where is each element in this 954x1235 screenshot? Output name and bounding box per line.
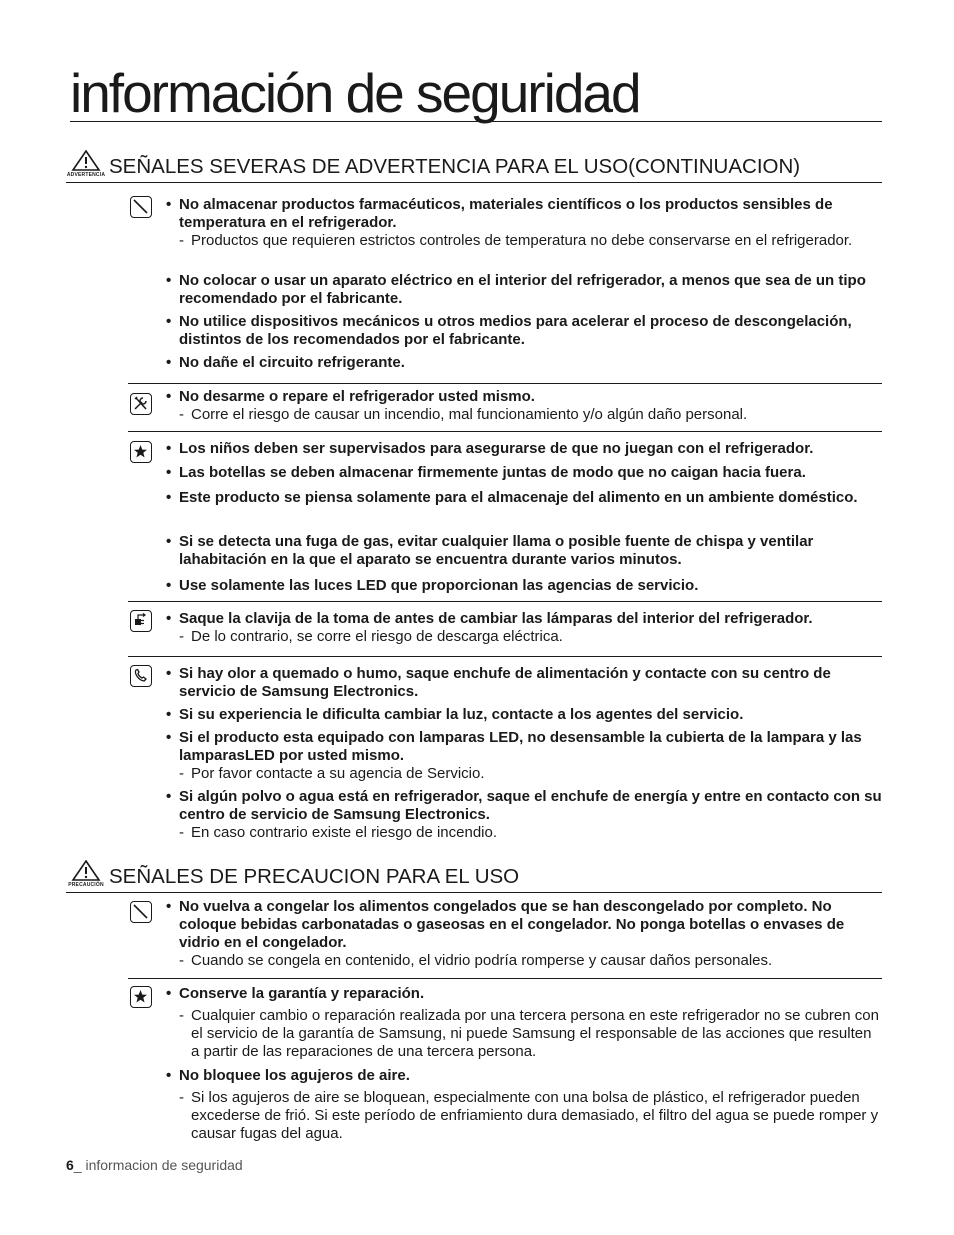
sub-note-text: Por favor contacte a su agencia de Servicio. — [191, 765, 485, 782]
bullet-text: • Saque la clavija de la toma de antes de cambiar las lámparas del interior del refrigerador. — [166, 610, 882, 628]
bullet-list-item — [166, 577, 882, 595]
bullet-text: • No bloquee los agujeros de aire. — [166, 1067, 882, 1085]
bullet-list-item — [166, 1067, 882, 1143]
sub-note — [166, 1089, 882, 1143]
bullet-list-item — [166, 196, 882, 250]
bullet-list-item — [166, 898, 882, 970]
bullet-text: • Si se detecta una fuga de gas, evitar cualquier llama o posible fuente de chispa y ventilar lahabitación en la que el aparato se encuentra durante varios minutos. — [166, 533, 882, 569]
bullet-list-item — [166, 533, 882, 569]
sub-note — [166, 406, 882, 424]
section-title: SEÑALES SEVERAS DE ADVERTENCIA PARA EL USO(CONTINUACION) — [109, 155, 801, 178]
bullet-list-item — [166, 489, 882, 507]
bullet-list-item — [166, 665, 882, 701]
bullet-text: • Este producto se piensa solamente para el almacenaje del alimento en un ambiente doméstico. — [166, 489, 882, 507]
sub-note-dash: - — [179, 765, 184, 782]
prohibition-icon — [130, 901, 152, 923]
bullet-list-item — [166, 610, 882, 646]
unplug-icon — [130, 610, 152, 632]
bullet-text: • Si hay olor a quemado o humo, saque enchufe de alimentación y contacte con su centro de servicio de Samsung Electronics. — [166, 665, 882, 701]
important-star-icon — [130, 986, 152, 1008]
warning-triangle-icon — [71, 860, 101, 882]
sub-note — [166, 952, 882, 970]
bullet-list-item — [166, 464, 882, 482]
section-header — [66, 860, 882, 893]
bullet-text: • No vuelva a congelar los alimentos congelados que se han descongelado por completo. No coloque bebidas carbonatadas o gaseosas en el congelador. No ponga botellas o envases de vidrio en el congelador. — [166, 898, 882, 952]
bullet-text: • No desarme o repare el refrigerador usted mismo. — [166, 388, 882, 406]
bullet-text: • No almacenar productos farmacéuticos, materiales científicos o los productos sensibles de temperatura en el refrigerador. — [166, 196, 882, 232]
footer-text: _ informacion de seguridad — [73, 1157, 243, 1173]
phone-icon — [130, 665, 152, 687]
bullet-text: • Conserve la garantía y reparación. — [166, 985, 882, 1003]
sub-note-text: Cualquier cambio o reparación realizada por una tercera persona en este refrigerador no se cubren con el servicio de la garantía de Samsung, ni puede Samsung el responsable de las acciones que resulten a partir de las reparaciones de una tercera persona. — [191, 1007, 879, 1060]
sub-note-text: Corre el riesgo de causar un incendio, mal funcionamiento y/o algún daño personal. — [191, 406, 748, 423]
sub-note-dash: - — [179, 232, 184, 249]
bullet-text: • Si su experiencia le dificulta cambiar la luz, contacte a los agentes del servicio. — [166, 706, 882, 724]
warning-sign-caption: PRECAUCIÓN — [68, 882, 104, 888]
sub-note-text: En caso contrario existe el riesgo de incendio. — [191, 824, 498, 841]
bullet-text: • Si algún polvo o agua está en refrigerador, saque el enchufe de energía y entre en contacto con su centro de servicio de Samsung Electronics. — [166, 788, 882, 824]
warning-sign — [66, 150, 106, 182]
do-not-disassemble-icon — [130, 393, 152, 415]
page-title: información de seguridad — [70, 62, 640, 124]
bullet-text: • No utilice dispositivos mecánicos u otros medios para acelerar el proceso de descongelación, distintos de los recomendados por el fabricante. — [166, 313, 882, 349]
sub-note — [166, 1007, 882, 1061]
bullet-text: • Las botellas se deben almacenar firmemente juntas de modo que no caigan hacia fuera. — [166, 464, 882, 482]
sub-note-text: Si los agujeros de aire se bloquean, especialmente con una bolsa de plástico, el refrigerador pueden excederse de frió. Si este período de enfriamiento dura demasiado, el filtro del agua se puede romper y causar fugas del agua. — [191, 1089, 879, 1142]
title-divider — [70, 121, 882, 122]
sub-note-dash: - — [179, 824, 184, 841]
sub-note-dash: - — [179, 1007, 184, 1024]
warning-block — [128, 431, 882, 594]
sub-note — [166, 232, 882, 250]
warning-block — [128, 383, 882, 423]
bullet-text: • Si el producto esta equipado con lamparas LED, no desensamble la cubierta de la lampara y las lamparasLED por usted mismo. — [166, 729, 882, 765]
footer-page-number: 6 — [66, 1157, 74, 1173]
sub-note-text: De lo contrario, se corre el riesgo de descarga eléctrica. — [191, 628, 563, 645]
bullet-text: • Los niños deben ser supervisados para asegurarse de que no juegan con el refrigerador. — [166, 440, 882, 458]
warning-block — [128, 601, 882, 645]
warning-block — [128, 978, 882, 1142]
sub-note — [166, 824, 882, 842]
section-header — [66, 150, 882, 183]
bullet-list-item — [166, 440, 882, 458]
warning-sign — [66, 860, 106, 892]
bullet-text: • No colocar o usar un aparato eléctrico en el interior del refrigerador, a menos que sea de un tipo recomendado por el fabricante. — [166, 272, 882, 308]
bullet-list-item — [166, 388, 882, 424]
bullet-list-item — [166, 706, 882, 724]
section-title: SEÑALES DE PRECAUCION PARA EL USO — [109, 865, 520, 888]
sub-note-dash: - — [179, 628, 184, 645]
sub-note-dash: - — [179, 952, 184, 969]
warning-sign-caption: ADVERTENCIA — [66, 172, 106, 178]
bullet-list-item — [166, 985, 882, 1061]
bullet-list-item — [166, 788, 882, 842]
bullet-list-item — [166, 729, 882, 783]
bullet-list-item — [166, 313, 882, 349]
bullet-list-item — [166, 272, 882, 308]
warning-triangle-icon — [71, 150, 101, 172]
sub-note — [166, 765, 882, 783]
important-star-icon — [130, 441, 152, 463]
warning-block — [128, 656, 882, 841]
page-footer — [66, 1157, 243, 1173]
prohibition-icon — [130, 196, 152, 218]
bullet-text: • Use solamente las luces LED que proporcionan las agencias de servicio. — [166, 577, 882, 595]
sub-note-text: Cuando se congela en contenido, el vidrio podría romperse y causar daños personales. — [191, 952, 773, 969]
sub-note-dash: - — [179, 406, 184, 423]
bullet-text: • No dañe el circuito refrigerante. — [166, 354, 882, 372]
sub-note — [166, 628, 882, 646]
bullet-list-item — [166, 354, 882, 372]
sub-note-dash: - — [179, 1089, 184, 1106]
sub-note-text: Productos que requieren estrictos controles de temperatura no debe conservarse en el refrigerador. — [191, 232, 853, 249]
